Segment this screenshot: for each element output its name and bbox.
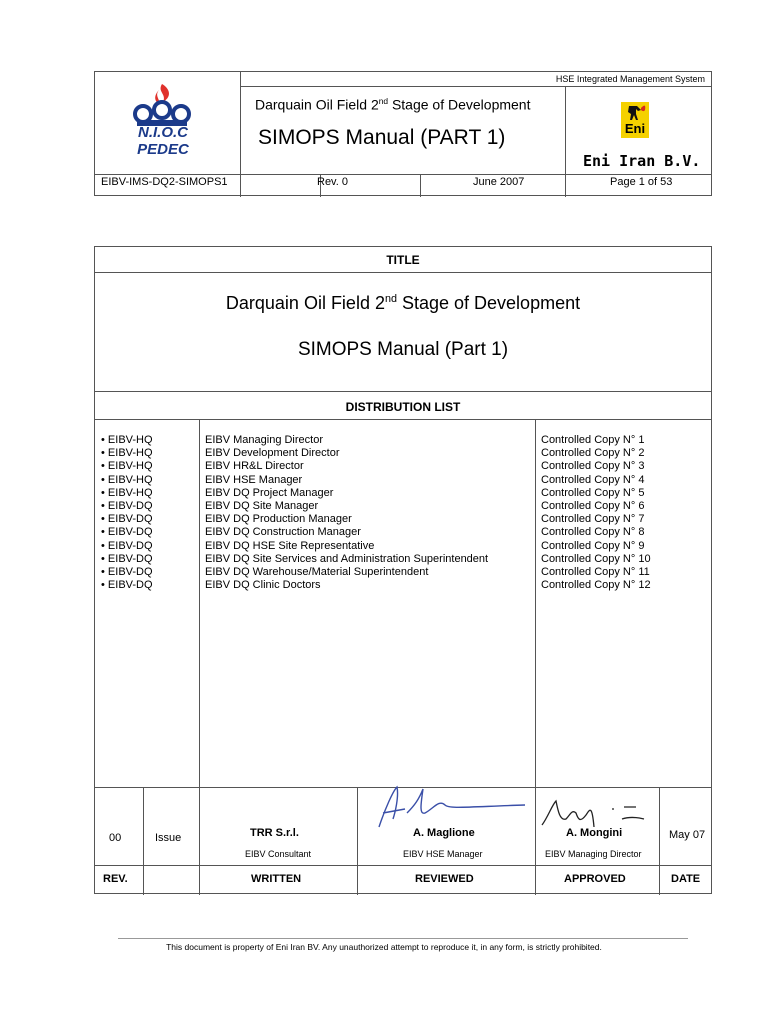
title-label: TITLE <box>386 253 420 267</box>
col-date: DATE <box>671 873 701 885</box>
distribution-copy: Controlled Copy N° 9 <box>541 539 645 552</box>
divider <box>95 419 711 420</box>
footer-divider <box>118 938 688 939</box>
divider <box>357 787 358 895</box>
eni-brand: Eni <box>624 121 646 136</box>
divider <box>95 865 711 866</box>
header-subtitle: Darquain Oil Field 2nd Stage of Development <box>255 96 531 113</box>
reviewed-by: A. Maglione <box>413 827 475 839</box>
distribution-copy: Controlled Copy N° 10 <box>541 552 651 565</box>
distribution-role: EIBV DQ Clinic Doctors <box>205 579 321 592</box>
distribution-site: • EIBV-DQ <box>101 540 153 553</box>
written-role: EIBV Consultant <box>245 849 312 859</box>
footer-disclaimer: This document is property of Eni Iran BV. Any unauthorized attempt to reproduce it, in any form, is strictly prohibited. <box>166 942 602 952</box>
approver-signature <box>540 797 650 831</box>
distribution-site: • EIBV-DQ <box>101 526 153 539</box>
distribution-copy: Controlled Copy N° 11 <box>541 566 650 579</box>
distribution-role: EIBV DQ Warehouse/Material Superintendent <box>205 566 429 579</box>
distribution-role: EIBV DQ Production Manager <box>205 513 352 526</box>
issue-date: June 2007 <box>473 176 525 188</box>
divider <box>565 86 566 176</box>
distribution-site-column <box>101 434 153 592</box>
distribution-site: • EIBV-DQ <box>101 513 153 526</box>
distribution-site: • EIBV-HQ <box>101 434 153 447</box>
revision-number: 00 <box>109 832 122 844</box>
logo-line-1: N.I.O.C <box>137 124 188 141</box>
distribution-site: • EIBV-HQ <box>101 460 153 473</box>
distribution-site: • EIBV-HQ <box>101 487 153 500</box>
system-name: HSE Integrated Management System <box>555 74 705 84</box>
divider <box>199 419 200 895</box>
col-reviewed: REVIEWED <box>415 873 474 885</box>
six-legged-dog-icon <box>621 102 649 122</box>
logo-line-2: PEDEC <box>137 141 189 158</box>
divider <box>95 174 711 175</box>
header-main-title: SIMOPS Manual (PART 1) <box>258 126 506 149</box>
signoff-date: May 07 <box>669 829 706 841</box>
distribution-copy: Controlled Copy N° 4 <box>541 473 645 486</box>
distribution-site: • EIBV-DQ <box>101 566 153 579</box>
issue-label: Issue <box>155 832 182 844</box>
distribution-copy-column <box>541 434 651 592</box>
divider <box>420 174 421 197</box>
divider <box>535 419 536 895</box>
distribution-copy: Controlled Copy N° 6 <box>541 500 645 513</box>
divider <box>240 72 241 197</box>
divider <box>240 86 712 87</box>
divider <box>565 174 566 197</box>
divider <box>659 787 660 895</box>
distribution-copy: Controlled Copy N° 1 <box>541 434 645 446</box>
distribution-copy: Controlled Copy N° 7 <box>541 513 645 526</box>
distribution-copy: Controlled Copy N° 12 <box>541 579 651 592</box>
approved-role: EIBV Managing Director <box>545 849 642 859</box>
revision: Rev. 0 <box>317 176 348 188</box>
doc-code: EIBV-IMS-DQ2-SIMOPS1 <box>101 176 228 188</box>
col-approved: APPROVED <box>564 873 626 885</box>
distribution-site: • EIBV-HQ <box>101 447 153 460</box>
written-by: TRR S.r.l. <box>250 827 299 839</box>
document-title-line-2: SIMOPS Manual (Part 1) <box>297 339 509 360</box>
reviewed-role: EIBV HSE Manager <box>403 849 483 859</box>
distribution-copy: Controlled Copy N° 2 <box>541 447 645 460</box>
distribution-list-label: DISTRIBUTION LIST <box>345 400 461 414</box>
distribution-copy: Controlled Copy N° 5 <box>541 486 645 499</box>
document-header <box>94 71 712 196</box>
distribution-role: EIBV DQ Project Manager <box>205 486 334 499</box>
nioc-logo-text <box>123 124 203 158</box>
distribution-role: EIBV DQ Construction Manager <box>205 526 361 539</box>
approved-by: A. Mongini <box>566 827 623 839</box>
col-written: WRITTEN <box>251 873 302 885</box>
distribution-role: EIBV HSE Manager <box>205 473 303 486</box>
distribution-role: EIBV Managing Director <box>205 434 323 446</box>
distribution-copy: Controlled Copy N° 3 <box>541 460 645 473</box>
distribution-role-column <box>205 434 488 592</box>
col-rev: REV. <box>103 873 128 885</box>
divider <box>95 391 711 392</box>
page-number: Page 1 of 53 <box>610 176 673 188</box>
distribution-copy: Controlled Copy N° 8 <box>541 526 645 539</box>
divider <box>95 272 711 273</box>
distribution-site: • EIBV-HQ <box>101 474 153 487</box>
distribution-role: EIBV HR&L Director <box>205 460 304 473</box>
distribution-site: • EIBV-DQ <box>101 553 153 566</box>
distribution-site: • EIBV-DQ <box>101 579 153 592</box>
company-name: Eni Iran B.V. <box>583 152 701 170</box>
distribution-role: EIBV DQ HSE Site Representative <box>205 539 375 552</box>
divider <box>143 787 144 895</box>
title-and-distribution <box>94 246 712 894</box>
reviewer-signature <box>375 779 525 833</box>
document-title-line-1: Darquain Oil Field 2nd Stage of Development <box>225 293 581 313</box>
distribution-site: • EIBV-DQ <box>101 500 153 513</box>
distribution-role: EIBV DQ Site Manager <box>205 500 319 513</box>
distribution-role: EIBV DQ Site Services and Administration Superintendent <box>205 552 489 565</box>
distribution-role: EIBV Development Director <box>205 447 340 460</box>
